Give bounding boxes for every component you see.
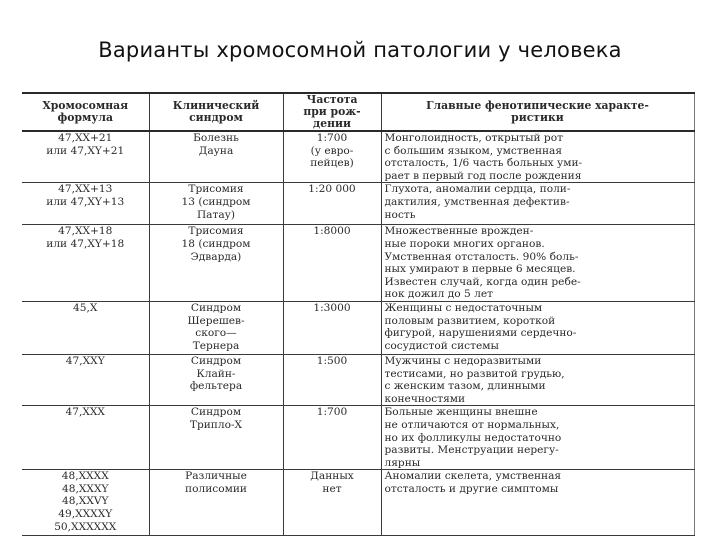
header-line: Хромосомная xyxy=(42,99,129,112)
cell-line: с женским тазом, длинными xyxy=(384,380,546,393)
header-features xyxy=(381,93,694,131)
table-row xyxy=(22,183,694,225)
cell-line: Глухота, аномалии сердца, поли- xyxy=(384,183,571,196)
cell-line: 45,X xyxy=(73,301,98,314)
features-cell xyxy=(381,225,694,302)
features-cell xyxy=(381,470,694,536)
cell-line: 47,XX+13 xyxy=(58,183,113,196)
cell-line: 50,XXXXXX xyxy=(54,520,117,533)
cell-line: Больные женщины внешне xyxy=(384,406,538,419)
cell-line: полисомии xyxy=(185,482,247,495)
cell-line: нок дожил до 5 лет xyxy=(384,288,493,301)
table-body xyxy=(22,131,694,536)
cell-line: Мужчины с недоразвитыми xyxy=(384,354,542,367)
cell-line: развиты. Менструации нерегу- xyxy=(384,444,559,457)
syndrome-cell xyxy=(149,225,283,302)
cell-line: Множественные врожден- xyxy=(384,225,534,238)
syndrome-cell xyxy=(149,131,283,183)
cell-line: 1:700 xyxy=(316,132,348,144)
cell-line: Трипло-X xyxy=(189,418,243,431)
scanned-table-image xyxy=(22,92,694,532)
cell-line: ных умирают в первые 6 месяцев. xyxy=(384,263,576,276)
table-row xyxy=(22,354,694,405)
cell-line: Различные xyxy=(185,470,247,483)
frequency-cell xyxy=(283,301,381,354)
cell-line: Аномалии скелета, умственная xyxy=(384,470,562,483)
formula-cell xyxy=(22,183,149,225)
cell-line: или 47,XY+18 xyxy=(46,237,125,250)
frequency-cell xyxy=(283,131,381,183)
cell-line: ные пороки многих органов. xyxy=(384,237,545,250)
syndrome-cell xyxy=(149,406,283,470)
formula-cell xyxy=(22,470,149,536)
cell-line: половым развитием, короткой xyxy=(384,314,556,327)
cell-line: или 47,XY+13 xyxy=(46,195,125,208)
table-row xyxy=(22,301,694,354)
syndrome-cell xyxy=(149,301,283,354)
frequency-cell xyxy=(283,470,381,536)
features-cell xyxy=(381,131,694,183)
table-row xyxy=(22,225,694,302)
cell-line: Тернера xyxy=(192,339,240,352)
cell-line: 47,XX+21 xyxy=(58,132,113,144)
table-header-row xyxy=(22,93,694,131)
cell-line: рает в первый год после рождения xyxy=(384,169,582,182)
syndrome-cell xyxy=(149,183,283,225)
frequency-cell xyxy=(283,354,381,405)
cell-line: лярны xyxy=(384,456,421,469)
cell-line: или 47,XY+21 xyxy=(46,144,125,157)
cell-line: Умственная отсталость. 90% боль- xyxy=(384,250,579,263)
cell-line: фигурой, нарушениями сердечно- xyxy=(384,327,577,340)
cell-line: 1:700 xyxy=(316,406,348,419)
cell-line: Трисомия xyxy=(188,183,244,196)
formula-cell xyxy=(22,301,149,354)
cell-line: отсталость и другие симптомы xyxy=(384,482,559,495)
cell-line: фельтера xyxy=(189,380,243,393)
slide-title: Варианты хромосомной патологии у человека xyxy=(98,38,622,62)
formula-cell xyxy=(22,131,149,183)
cell-line: 13 (синдром xyxy=(181,195,251,208)
cell-line: 1:500 xyxy=(316,354,348,367)
table-row xyxy=(22,406,694,470)
cell-line: (у евро- xyxy=(310,144,354,157)
frequency-cell xyxy=(283,406,381,470)
cell-line: Женщины с недостаточным xyxy=(384,301,543,314)
cell-line: тестисами, но развитой грудью, xyxy=(384,367,565,380)
header-line: при рож- xyxy=(303,105,361,118)
cell-line: с большим языком, умственная xyxy=(384,144,563,157)
syndrome-cell xyxy=(149,470,283,536)
cell-line: Трисомия xyxy=(188,225,244,238)
cell-line: Данных xyxy=(310,470,354,483)
table-row xyxy=(22,131,694,183)
cell-line: конечностями xyxy=(384,392,466,405)
cell-line: но их фолликулы недостаточно xyxy=(384,431,562,444)
header-line: Клинический xyxy=(172,99,260,112)
table-row xyxy=(22,470,694,536)
cell-line: Патау) xyxy=(196,208,236,221)
cell-line: 48,XXXY xyxy=(62,482,109,495)
cell-line: 47,XXY xyxy=(65,354,105,367)
cell-line: 1:3000 xyxy=(313,301,351,314)
features-cell xyxy=(381,354,694,405)
cell-line: Болезнь xyxy=(193,132,239,144)
header-line: Частота xyxy=(306,93,358,106)
cell-line: Шерешев- xyxy=(187,314,245,327)
header-line: синдром xyxy=(189,111,243,124)
formula-cell xyxy=(22,354,149,405)
cell-line: Клайн- xyxy=(196,367,236,380)
cell-line: ность xyxy=(384,208,416,221)
cell-line: 18 (синдром xyxy=(181,237,251,250)
cell-line: 1:8000 xyxy=(313,225,351,238)
cell-line: 48,XXXX xyxy=(61,470,109,483)
header-formula xyxy=(22,93,149,131)
cell-line: 48,XXVY xyxy=(61,495,109,508)
cell-line: Синдром xyxy=(190,406,242,419)
formula-cell xyxy=(22,406,149,470)
features-cell xyxy=(381,406,694,470)
header-line: ристики xyxy=(511,111,564,124)
cell-line: Синдром xyxy=(190,354,242,367)
cell-line: отсталость, 1/6 часть больных уми- xyxy=(384,157,583,170)
cell-line: 1:20 000 xyxy=(308,183,356,196)
frequency-cell xyxy=(283,183,381,225)
chromosome-pathology-table xyxy=(22,92,695,536)
header-frequency xyxy=(283,93,381,131)
cell-line: Дауна xyxy=(198,144,234,157)
header-line: Главные фенотипические характе- xyxy=(426,99,649,112)
header-syndrome xyxy=(149,93,283,131)
cell-line: пейцев) xyxy=(310,157,354,170)
cell-line: 47,XX+18 xyxy=(58,225,113,238)
cell-line: Синдром xyxy=(190,301,242,314)
syndrome-cell xyxy=(149,354,283,405)
features-cell xyxy=(381,301,694,354)
header-line: дении xyxy=(313,117,351,130)
cell-line: Эдвардa) xyxy=(190,250,242,263)
formula-cell xyxy=(22,225,149,302)
features-cell xyxy=(381,183,694,225)
header-line: формула xyxy=(57,111,113,124)
cell-line: не отличаются от нормальных, xyxy=(384,418,560,431)
cell-line: дактилия, умственная дефектив- xyxy=(384,195,570,208)
cell-line: 49,XXXXY xyxy=(58,508,113,521)
cell-line: 47,XXX xyxy=(65,406,105,419)
cell-line: Известен случай, когда один ребе- xyxy=(384,275,581,288)
cell-line: ского— xyxy=(195,327,237,340)
cell-line: сосудистой системы xyxy=(384,339,499,352)
cell-line: Монголоидность, открытый рот xyxy=(384,132,563,144)
cell-line: нет xyxy=(322,482,342,495)
frequency-cell xyxy=(283,225,381,302)
